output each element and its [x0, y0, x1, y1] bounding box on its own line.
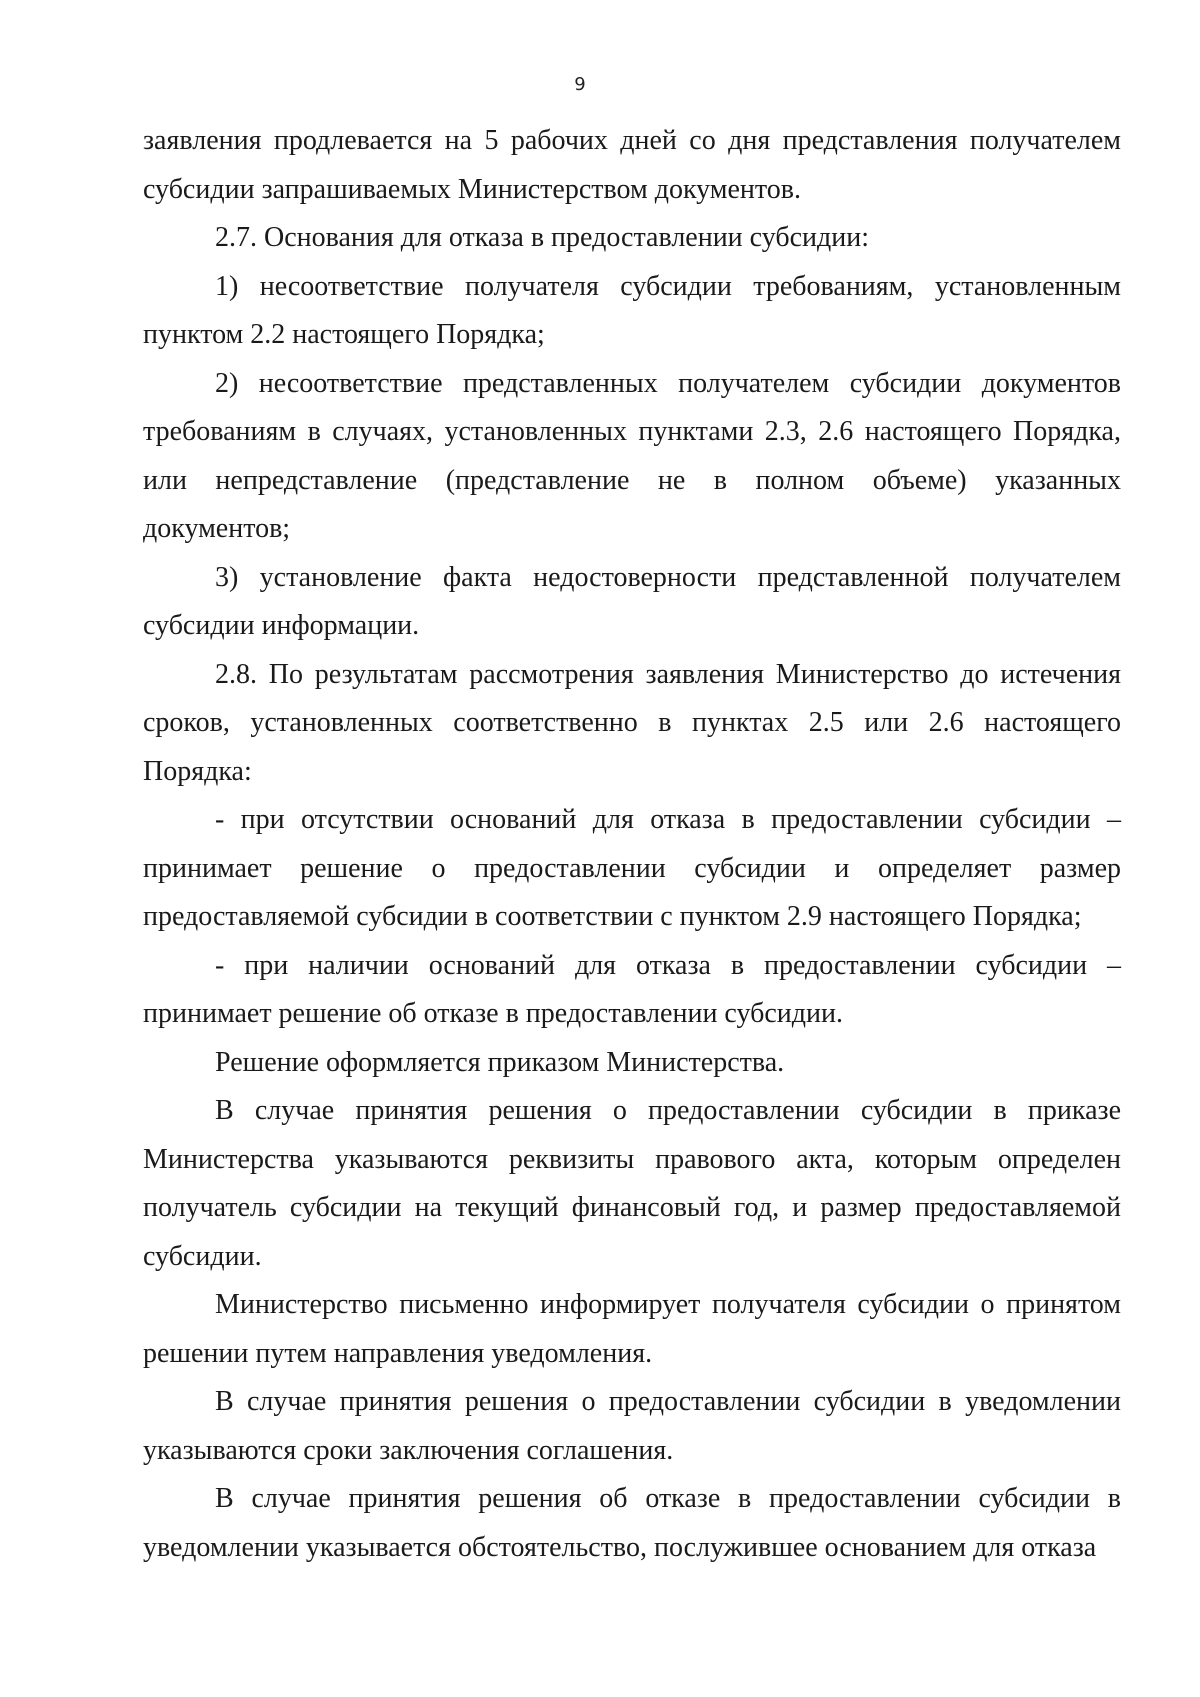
paragraph-continuation: заявления продлевается на 5 рабочих дней со дня представления получателем субсидии запрашиваемых Министерством документов. — [143, 125, 1121, 205]
paragraph-2-7-item-2: 2) несоответствие представленных получателем субсидии документов требованиям в случаях, установленных пунктами 2.3, 2.6 настоящего Порядка, или непредставление (представление не в полном объеме) указанных документов; — [143, 367, 1121, 544]
paragraph-decision: Решение оформляется приказом Министерства. — [215, 1046, 785, 1078]
paragraph-notification: Министерство письменно информирует получателя субсидии о принятом решении путем направления уведомления. — [143, 1289, 1121, 1369]
document-body — [143, 117, 1121, 1572]
paragraph-2-7-item-3: 3) установление факта недостоверности представленной получателем субсидии информации. — [143, 561, 1121, 641]
paragraph-2-8-dash-2: - при наличии оснований для отказа в предоставлении субсидии – принимает решение об отказе в предоставлении субсидии. — [143, 949, 1121, 1029]
paragraph-grant-notification: В случае принятия решения о предоставлении субсидии в уведомлении указываются сроки заключения соглашения. — [143, 1386, 1121, 1466]
paragraph-2-7-item-1: 1) несоответствие получателя субсидии требованиям, установленным пунктом 2.2 настоящего Порядка; — [143, 270, 1121, 350]
paragraph-2-8-heading: 2.8. По результатам рассмотрения заявления Министерство до истечения сроков, установленных соответственно в пунктах 2.5 или 2.6 настоящего Порядка: — [143, 658, 1121, 787]
paragraph-refusal-notification: В случае принятия решения об отказе в предоставлении субсидии в уведомлении указывается обстоятельство, послужившее основанием для отказа — [143, 1483, 1121, 1563]
paragraph-2-8-dash-1: - при отсутствии оснований для отказа в предоставлении субсидии – принимает решение о предоставлении субсидии и определяет размер предоставляемой субсидии в соответствии с пунктом 2.9 настоящего Порядка; — [143, 804, 1121, 932]
paragraph-order-details: В случае принятия решения о предоставлении субсидии в приказе Министерства указываются реквизиты правового акта, которым определен получатель субсидии на текущий финансовый год, и размер предоставляемой субсидии. — [143, 1095, 1121, 1272]
page-number: 9 — [574, 74, 586, 95]
paragraph-2-7-heading: 2.7. Основания для отказа в предоставлении субсидии: — [215, 222, 870, 253]
